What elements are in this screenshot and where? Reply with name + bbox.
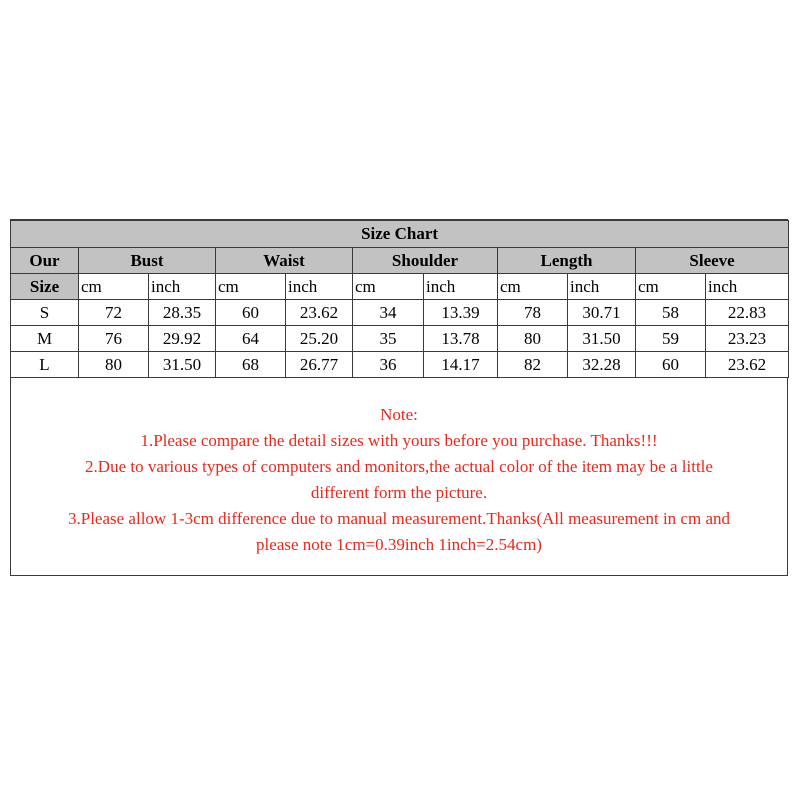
header-waist: Waist [216,248,353,274]
value-cell: 14.17 [424,352,498,378]
size-cell: L [11,352,79,378]
note-line-1: 1.Please compare the detail sizes with yours before you purchase. Thanks!!! [140,431,658,450]
notes-block [10,402,788,558]
unit-cm: cm [353,274,424,300]
table-row [11,300,789,326]
value-cell: 60 [216,300,286,326]
header-our: Our [11,248,79,274]
value-cell: 34 [353,300,424,326]
value-cell: 31.50 [568,326,636,352]
note-line-3a: 3.Please allow 1-3cm difference due to manual measurement.Thanks(All measurement in cm and [68,509,730,528]
value-cell: 82 [498,352,568,378]
value-cell: 22.83 [706,300,789,326]
table-row [11,352,789,378]
value-cell: 29.92 [149,326,216,352]
value-cell: 68 [216,352,286,378]
value-cell: 30.71 [568,300,636,326]
note-line-2a: 2.Due to various types of computers and monitors,the actual color of the item may be a little [85,457,713,476]
value-cell: 76 [79,326,149,352]
value-cell: 31.50 [149,352,216,378]
value-cell: 23.23 [706,326,789,352]
unit-row [11,274,789,300]
value-cell: 72 [79,300,149,326]
unit-cm: cm [636,274,706,300]
unit-inch: inch [568,274,636,300]
header-shoulder: Shoulder [353,248,498,274]
value-cell: 80 [79,352,149,378]
value-cell: 23.62 [706,352,789,378]
unit-cm: cm [216,274,286,300]
size-chart-table [10,220,789,378]
value-cell: 13.39 [424,300,498,326]
value-cell: 13.78 [424,326,498,352]
table-row [11,326,789,352]
value-cell: 32.28 [568,352,636,378]
header-length: Length [498,248,636,274]
value-cell: 80 [498,326,568,352]
value-cell: 36 [353,352,424,378]
unit-inch: inch [424,274,498,300]
unit-inch: inch [706,274,789,300]
value-cell: 23.62 [286,300,353,326]
unit-cm: cm [498,274,568,300]
note-heading: Note: [380,405,418,424]
title-row [11,221,789,248]
note-line-3b: please note 1cm=0.39inch 1inch=2.54cm) [256,535,542,554]
table-title: Size Chart [11,221,789,248]
header-size: Size [11,274,79,300]
value-cell: 78 [498,300,568,326]
value-cell: 60 [636,352,706,378]
value-cell: 64 [216,326,286,352]
note-line-2b: different form the picture. [310,483,488,502]
value-cell: 25.20 [286,326,353,352]
value-cell: 59 [636,326,706,352]
value-cell: 28.35 [149,300,216,326]
unit-inch: inch [286,274,353,300]
size-cell: S [11,300,79,326]
size-cell: M [11,326,79,352]
value-cell: 26.77 [286,352,353,378]
header-sleeve: Sleeve [636,248,789,274]
unit-inch: inch [149,274,216,300]
header-bust: Bust [79,248,216,274]
header-row [11,248,789,274]
value-cell: 35 [353,326,424,352]
value-cell: 58 [636,300,706,326]
unit-cm: cm [79,274,149,300]
